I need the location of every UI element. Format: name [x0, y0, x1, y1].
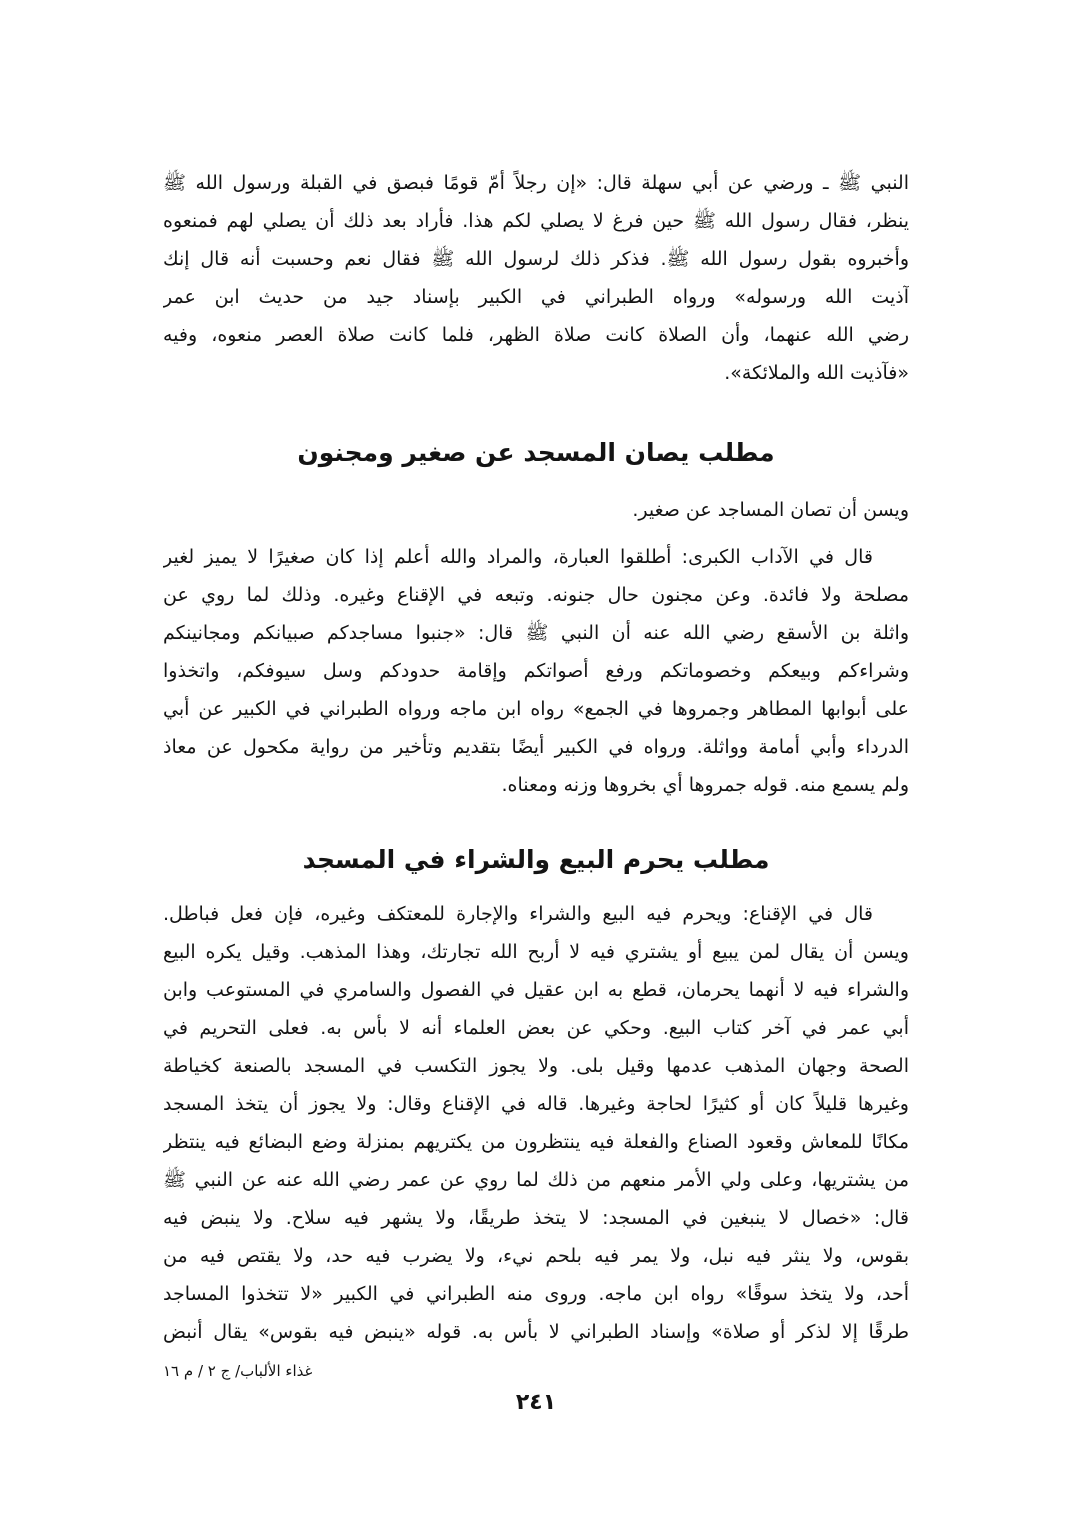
- body-line: أبي عمر في آخر كتاب البيع. وحكي عن بعض العلماء أنه لا بأس به. فعلى التحريم في: [163, 1017, 909, 1039]
- body-line: آذيت الله ورسوله» ورواه الطبراني في الكبير بإسناد جيد من حديث ابن عمر: [163, 286, 909, 308]
- section-heading: مطلب يحرم البيع والشراء في المسجد: [302, 845, 770, 874]
- body-line: ينظر، فقال رسول الله ﷺ حين فرغ لا يصلي لكم هذا. فأراد بعد ذلك أن يصلي لهم فمنعوه: [163, 210, 909, 232]
- body-line: قال في الإقناع: ويحرم فيه البيع والشراء والإجارة للمعتكف وغيره، فإن فعل فباطل.: [163, 903, 873, 925]
- body-line: الدرداء وأبي أمامة وواثلة. ورواه في الكبير أيضًا بتقديم وتأخير من رواية مكحول عن معاذ: [163, 736, 909, 758]
- section-2-paragraph: [163, 895, 909, 1351]
- body-line: رضي الله عنهما، وأن الصلاة كانت صلاة الظهر، فلما كانت صلاة العصر منعوه، وفيه: [163, 324, 909, 346]
- body-line: الصحة وجهان المذهب عدمها وقيل بلى. ولا يجوز التكسب في المسجد بالصنعة كخياطة: [163, 1055, 909, 1077]
- continuation-paragraph: [163, 164, 909, 392]
- body-line: ولم يسمع منه. قوله جمروها أي بخروها وزنه ومعناه.: [501, 774, 909, 796]
- body-line: مكانًا للمعاش وقعود الصناع والفعلة فيه ينتظرون من يكتريهم بمنزلة وضع البضائع فيه ينتظر: [163, 1131, 909, 1153]
- body-line: قال: «خصال لا ينبغين في المسجد: لا يتخذ طريقًا، ولا يشهر فيه سلاح. ولا ينبض فيه: [163, 1207, 909, 1229]
- body-line: والشراء فيه لا أنهما يحرمان، قطع به ابن عقيل في الفصول والسامري في المستوعب وابن: [163, 979, 909, 1001]
- intro-line: ويسن أن تصان المساجد عن صغير.: [632, 499, 909, 521]
- body-line: من يشتريها، وعلى ولي الأمر منعهم من ذلك لما روي عن عمر رضي الله عنه عن النبي ﷺ: [163, 1169, 909, 1191]
- footer-signature: غذاء الألباب/ ج ٢ / م ١٦: [163, 1362, 313, 1380]
- body-line: ويسن أن يقال لمن يبيع أو يشتري فيه لا أربح الله تجارتك، وهذا المذهب. وقيل يكره البيع: [163, 941, 909, 963]
- body-line: وغيرها قليلاً كان أو كثيرًا لحاجة وغيرها. قاله في الإقناع وقال: ولا يجوز أن يتخذ المسجد: [163, 1093, 909, 1115]
- body-line: «فآذيت الله والملائكة».: [724, 362, 909, 384]
- page-number: ٢٤١: [515, 1390, 557, 1415]
- body-line: أحد، ولا يتخذ سوقًا» رواه ابن ماجه. وروى منه الطبراني في الكبير «لا تتخذوا المساجد: [163, 1283, 909, 1305]
- body-line: وأخبروه بقول رسول الله ﷺ. فذكر ذلك لرسول الله ﷺ فقال نعم وحسبت أنه قال إنك: [163, 248, 909, 270]
- body-line: النبي ﷺ ـ ورضي عن أبي سهلة قال: «إن رجلاً أمّ قومًا فبصق في القبلة ورسول الله ﷺ: [163, 172, 909, 194]
- body-line: واثلة بن الأسقع رضي الله عنه أن النبي ﷺ قال: «جنبوا مساجدكم صبيانكم ومجانينكم: [163, 622, 909, 644]
- body-line: بقوس، ولا ينثر فيه نبل، ولا يمر فيه بلحم نيء، ولا يضرب فيه حد، ولا يقتص فيه من: [163, 1245, 909, 1267]
- section-heading: مطلب يصان المسجد عن صغير ومجنون: [297, 438, 775, 467]
- body-line: وشراءكم وبيعكم وخصوماتكم ورفع أصواتكم وإقامة حدودكم وسل سيوفكم، واتخذوا: [163, 660, 909, 682]
- body-line: قال في الآداب الكبرى: أطلقوا العبارة، والمراد والله أعلم إذا كان صغيرًا لا يميز لغير: [163, 546, 873, 568]
- body-line: على أبوابها المطاهر وجمروها في الجمع» رواه ابن ماجه ورواه الطبراني في الكبير عن أبي: [163, 698, 909, 720]
- section-1-paragraph: [163, 538, 909, 804]
- body-line: مصلحة ولا فائدة. وعن مجنون حال جنونه. وتبعه في الإقناع وغيره. وذلك لما روي عن: [163, 584, 909, 606]
- body-line: طرقًا إلا لذكر أو صلاة» وإسناد الطبراني لا بأس به. قوله «ينبض فيه بقوس» يقال أنبض: [163, 1321, 909, 1343]
